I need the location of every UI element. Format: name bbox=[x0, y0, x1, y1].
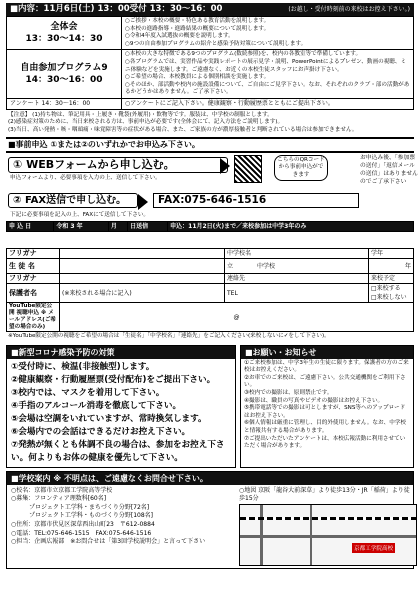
form-label-furigana-2: フリガナ bbox=[7, 274, 60, 284]
programs-item: ○ご希望の場合、本校教員による個別相談を実施します。 bbox=[125, 74, 270, 81]
plenary-title: 全体会 bbox=[50, 22, 78, 33]
notice-header: ■お願い・お知らせ bbox=[241, 346, 413, 359]
programs-item: ○各プログラムでは、実習作品や実践レポートの展示見学・説明、PowerPointによるプレゼン、動画の視聴、ミニ体験などを実施します。ご遠慮なく、お近くの本校生徒スタッフにお声掛け下さい。 bbox=[125, 58, 407, 73]
form-date-label: 申 込 日 bbox=[7, 222, 54, 232]
apply-right-note: お申込み後、「参加票の送付」「返信メールの送信」はありませんのでご了承下さい bbox=[360, 155, 418, 186]
school-guide bbox=[6, 471, 414, 569]
guide-phone[interactable]: ○電話：TEL:075-646-1515 FAX:075-646-1516 bbox=[11, 529, 152, 537]
programs-items bbox=[122, 50, 414, 99]
road bbox=[310, 505, 312, 565]
form-year[interactable]: 令和 3 年 bbox=[54, 222, 109, 232]
covid-list bbox=[7, 359, 235, 467]
qr-bubble: こちらのQRコードから事前申込ができます bbox=[274, 155, 328, 181]
notice-item: ③校内での撮影は、原則禁止です。 bbox=[244, 389, 333, 396]
visit-no-checkbox[interactable]: □来校しない bbox=[371, 294, 407, 302]
schedule-row-programs bbox=[7, 50, 414, 99]
apply-section bbox=[6, 153, 418, 245]
programs-time-cell bbox=[7, 50, 122, 99]
survey-time: アンケート 14：30～16：00 bbox=[7, 98, 122, 109]
guardian-furigana-field[interactable] bbox=[60, 274, 225, 284]
furigana-field[interactable] bbox=[60, 249, 225, 259]
covid-item: ③校内では、マスクを着用して下さい。 bbox=[11, 387, 165, 398]
plenary-time-cell bbox=[7, 17, 122, 50]
web-form-label[interactable]: ① WEBフォームから申し込む。 bbox=[8, 157, 228, 173]
visit-yes-checkbox[interactable]: □来校する bbox=[371, 285, 401, 293]
guardian-name-field[interactable]: (※来校される場合に記入) bbox=[60, 284, 225, 303]
guide-course: ○募集：フロンティア理数科[60名] bbox=[11, 495, 107, 503]
fax-form-fields bbox=[6, 248, 414, 332]
plenary-items bbox=[122, 17, 414, 50]
covid-item: ④手指のアルコール消毒を徹底して下さい。 bbox=[11, 400, 182, 411]
arrow-right-icon bbox=[220, 158, 230, 174]
email-field[interactable]: @ bbox=[60, 303, 414, 332]
plenary-item: ○9つの自由参加プログラムの紹介と感染予防対策について説明します。 bbox=[125, 40, 307, 47]
qr-code-icon[interactable] bbox=[234, 155, 262, 183]
guide-course: プロジェクト工学科・まちづくり分野[72名] bbox=[11, 503, 150, 511]
guide-address: ○住所：京都市伏見区深草西出山町23 〒612-0884 bbox=[11, 520, 155, 528]
web-form-note: 申込フォームより、必要事項を入力の上、送信して下さい。 bbox=[10, 175, 161, 182]
guide-header: ■学校案内 ※ 不明点は、ご遠慮なくお問合せ下さい。 bbox=[7, 472, 413, 485]
railway-line bbox=[240, 517, 416, 520]
form-label-youtube: YouTube限定公開 視聴申込 ※ メールアドレス(ご希望の場合のみ) bbox=[7, 303, 60, 332]
covid-header: ■新型コロナ感染予防の対策 bbox=[7, 346, 235, 359]
covid-item: ⑦発熱が無くとも体調不良の場合は、参加をお控え下さい。何よりもお体の健康を優先して下さい。 bbox=[11, 439, 225, 463]
programs-hours: 14：30～16：00 bbox=[25, 75, 103, 86]
notice-item: ⑦ご提出いただいたアンケートは、本校広報活動に利用させていただく場合があります。 bbox=[244, 435, 406, 450]
notice-box bbox=[240, 345, 414, 468]
guide-contact: ○担当：企画広報部 ※お問合せは「第3回学校説明会」と言って下さい bbox=[11, 538, 206, 546]
form-row bbox=[7, 259, 414, 274]
fax-form-table bbox=[6, 221, 414, 232]
form-row bbox=[7, 274, 414, 284]
plenary-item: ○ご挨拶・本校の概要・特色ある教育活動を説明します。 bbox=[125, 18, 270, 24]
caution-line: (3)当日、高い発熱・咳・咽頭痛・味覚障害等の症状がある場合、また、ご家族の方が濃厚接触者と判断されている場合は参加できません。 bbox=[8, 126, 358, 133]
notice-item: ⑥個人情報は厳重に管理し、目的外使用しません。なお、中学校と情報共有する場合があります。 bbox=[244, 420, 406, 434]
notice-list bbox=[241, 359, 413, 452]
covid-item: ②健康観察・行動履歴票(受付配布)をご提出下さい。 bbox=[11, 374, 216, 385]
guide-left bbox=[11, 487, 231, 547]
grade-label: 学年 bbox=[369, 249, 414, 259]
caution-line: 【注意】 (1)持ち物は、筆記用具・上履き・靴袋(外履用)・飲物等です。服装は、中学校の制服とします。 bbox=[8, 111, 273, 118]
plenary-hours: 13：30～14：30 bbox=[25, 34, 103, 45]
caution-line: (2)感染症対策のために、当日来校される方は、事前申込が必要です(全体会にて、記入方法をご説明します)。 bbox=[8, 119, 284, 126]
covid-item: ⑤会場は空調をいれていますが、常時換気します。 bbox=[11, 413, 207, 424]
notice-item: ②お車でのご来校は、ご遠慮下さい。公共交通機関をご利用下さい。 bbox=[244, 374, 406, 389]
plenary-item: ○本校の進路指導・進路結果の概要について説明します。 bbox=[125, 25, 270, 32]
guide-course: プロジェクト工学科・ものづくり分野[108名] bbox=[11, 512, 154, 520]
schedule-row-plenary bbox=[7, 17, 414, 50]
school-name-label: 中学校名 bbox=[225, 249, 369, 259]
form-label-guardian: 保護者名 bbox=[7, 284, 60, 303]
road bbox=[240, 535, 416, 538]
student-name-field[interactable] bbox=[60, 259, 225, 274]
notice-item: ①ご来校参加は、中学3年生の生徒に限ります。保護者の方のご来校はお控えください。 bbox=[244, 359, 409, 374]
bottom-columns bbox=[6, 345, 414, 468]
form-row bbox=[7, 284, 414, 303]
visit-plan-label: 来校予定 bbox=[369, 274, 414, 284]
form-label-furigana: フリガナ bbox=[7, 249, 60, 259]
schedule-header: ■内容：11月6日(土) 13：00受付 13：30～16：00 bbox=[10, 4, 223, 14]
schedule-table bbox=[6, 16, 414, 110]
form-month[interactable]: 月 bbox=[108, 222, 127, 232]
form-row bbox=[7, 303, 414, 332]
form-label-student: 生 徒 名 bbox=[7, 259, 60, 274]
schedule-header-note: (お越し・受付時刻前の来校はお控え下さい。) bbox=[288, 6, 410, 13]
arrow-right-icon bbox=[138, 194, 148, 210]
plenary-item: ○令和4年度入試選抜の概要を説明します。 bbox=[125, 33, 234, 40]
notice-item: ⑤携帯電話等での撮影は可としますが、SNS等へのアップロードはお控え下さい。 bbox=[244, 405, 406, 419]
guide-map-caption: ○地図 京阪「龍谷大前深草」より徒歩13分・JR「稲荷」より徒歩15分 bbox=[239, 486, 410, 503]
fax-label: ② FAX送信で申し込む。 bbox=[8, 193, 138, 208]
apply-header-bar bbox=[6, 137, 414, 153]
form-row bbox=[7, 249, 414, 259]
caution-notes bbox=[8, 112, 412, 134]
contact-label: 連絡先 bbox=[225, 274, 369, 284]
map-school-marker: 京都工学院高校 bbox=[352, 543, 395, 553]
schedule-header-bar bbox=[6, 3, 414, 16]
fax-number[interactable]: FAX:075-646-1516 bbox=[153, 193, 359, 208]
form-header-row bbox=[7, 222, 414, 232]
programs-title: 自由参加プログラム9 bbox=[20, 63, 108, 74]
fax-note: 下記に必要事項を記入の上、FAXにて送信して下さい。 bbox=[10, 212, 150, 219]
form-deadline: 申込：11月2日(火)まで／来校参加は中学3年のみ bbox=[168, 222, 414, 232]
grade-field[interactable]: 年 bbox=[369, 259, 414, 274]
covid-item: ①受付時に、検温(非接触型)します。 bbox=[11, 361, 155, 372]
schedule-row-survey bbox=[7, 98, 414, 109]
guide-school-name: ○校名：京都市立京都工学院高等学校 bbox=[11, 486, 113, 494]
survey-text: ○アンケートにご記入下さい。健康観察・行動履歴票とともにご提出下さい。 bbox=[122, 98, 414, 109]
notice-item: ④撮影は、職員の写真やビデオの撮影はお控え下さい。 bbox=[244, 397, 384, 404]
school-name-field[interactable]: 立 中学校 bbox=[225, 259, 369, 274]
covid-item: ⑥会場内での会話はできるだけお控え下さい。 bbox=[11, 426, 191, 437]
form-day[interactable]: 日送信 bbox=[128, 222, 168, 232]
programs-item: ○本校の大きな特徴である9つのプログラム(数続参照)を、校内の各教室等で準備しています。 bbox=[125, 51, 362, 58]
apply-header: ■事前申込 ①または②のいずれかでお申込み下さい。 bbox=[8, 140, 200, 150]
tel-field[interactable]: TEL bbox=[225, 284, 369, 303]
form-footnote: ※YouTube限定公開の視聴をご希望の場合は「生徒名」「中学校名」「連絡先」をご記入ください(来校しないに✓をして下さい)。 bbox=[8, 333, 330, 340]
school-map[interactable] bbox=[239, 504, 417, 566]
programs-item: ○そのほか、部活動や校内の施設設備について、ご自由にご見学下さい。なお、それぞれのクラブ・部の活動があるかどうかはありません。ご了承下さい。 bbox=[125, 81, 410, 96]
visit-options[interactable] bbox=[369, 284, 414, 303]
covid-box bbox=[6, 345, 236, 468]
